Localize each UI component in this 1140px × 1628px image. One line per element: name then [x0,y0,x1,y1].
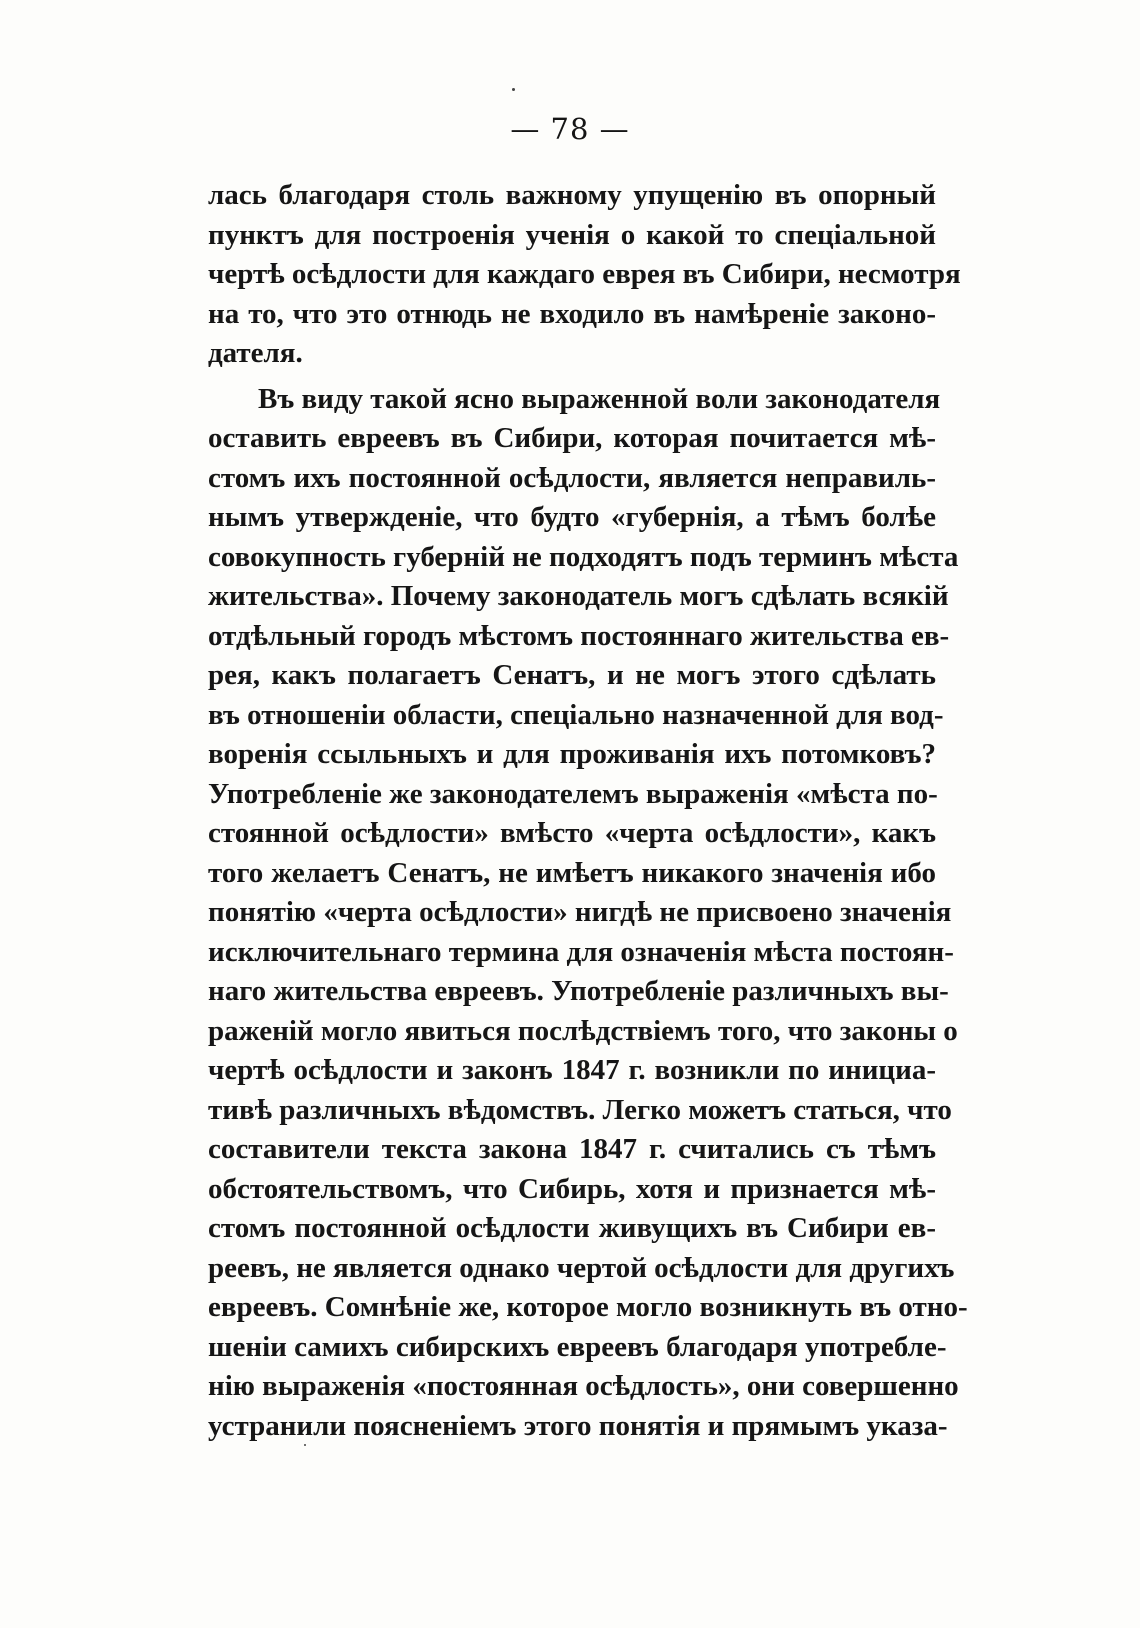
text-line: стомъ ихъ постоянной осѣдлости, является неправиль- [208,461,936,494]
text-line: обстоятельствомъ, что Сибирь, хотя и признается мѣ- [208,1172,936,1205]
text-line: оставить евреевъ въ Сибири, которая почитается мѣ- [208,422,936,454]
text-line: чертѣ осѣдлости для каждаго еврея въ Сибири, несмотря [208,258,961,290]
text-line: пунктъ для построенiя ученiя о какой то спецiальной [208,218,936,251]
text-line: раженiй могло явиться послѣдствiемъ того, что законы о [208,1014,958,1047]
text-line: составители текста закона 1847 г. считались съ тѣмъ [208,1133,936,1165]
text-line: Употребленiе же законодателемъ выраженiя «мѣста по- [208,777,938,810]
text-line: понятiю «черта осѣдлости» нигдѣ не присвоено значенiя [208,896,952,928]
text-line: того желаетъ Сенатъ, не имѣетъ никакого значенiя ибо [208,856,936,889]
text-line: евреевъ. Сомнѣнiе же, которое могло возникнуть въ отно- [208,1291,968,1323]
text-line: стомъ постоянной осѣдлости живущихъ въ Сибири ев- [208,1212,936,1244]
text-line: нымъ утвержденiе, что будто «губернiя, а тѣмъ болѣе [208,501,936,533]
text-line: отдѣльный городъ мѣстомъ постояннаго жительства ев- [208,619,950,652]
text-line: нiю выраженiя «постоянная осѣдлость», они совершенно [208,1370,959,1402]
body-text [208,176,968,1446]
text-line: устранили поясненiемъ этого понятiя и прямымъ указа- [208,1409,948,1442]
text-line: наго жительства евреевъ. Употребленiе различныхъ вы- [208,975,949,1007]
page-number: — 78 — [510,112,630,146]
text-line: совокупность губернiй не подходятъ подъ терминъ мѣста [208,540,959,573]
text-line: тивѣ различныхъ вѣдомствъ. Легко можетъ статься, что [208,1093,952,1126]
print-speck [512,88,515,91]
text-line: въ отношенiи области, спецiально назначенной для вод- [208,698,944,731]
text-line: исключительнаго термина для означенiя мѣста постоян- [208,935,954,968]
text-line: на то, что это отнюдь не входило въ намѣренiе законо- [208,297,936,330]
text-line: жительства». Почему законодатель могъ сдѣлать всякiй [208,580,949,612]
text-line: рея, какъ полагаетъ Сенатъ, и не могъ этого сдѣлать [208,659,936,691]
text-line: шенiи самихъ сибирскихъ евреевъ благодаря употребле- [208,1330,947,1363]
paragraph-first-line: Въ виду такой ясно выраженной воли законодателя [258,382,941,415]
text-line: стоянной осѣдлости» вмѣсто «черта осѣдлости», какъ [208,817,936,849]
text-line: чертѣ осѣдлости и законъ 1847 г. возникли по инициа- [208,1054,936,1086]
text-line: воренiя ссыльныхъ и для проживанiя ихъ потомковъ? [208,738,936,770]
text-line: дателя. [208,337,303,369]
text-line: лась благодаря столь важному упущенiю въ опорный [208,179,936,211]
text-line: реевъ, не является однако чертой осѣдлости для другихъ [208,1251,955,1284]
